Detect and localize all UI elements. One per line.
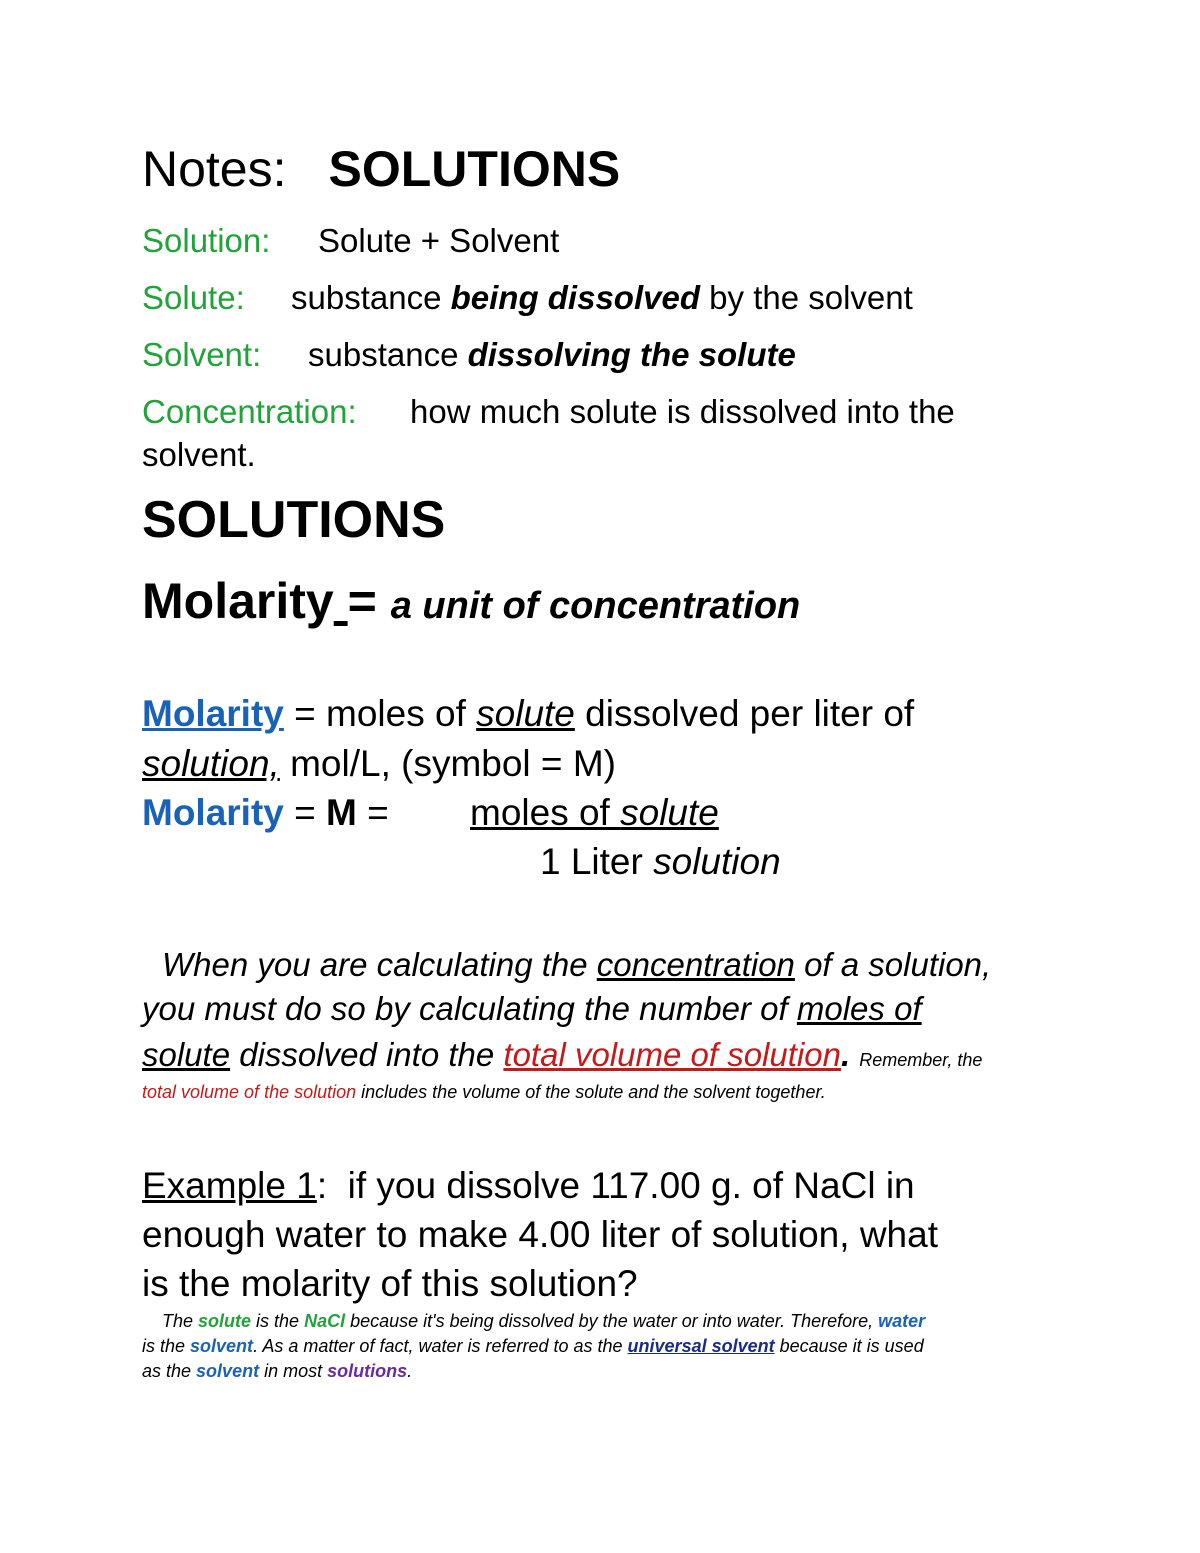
- paragraph-text: When you are calculating the: [162, 946, 597, 983]
- formula-denominator: [540, 841, 781, 883]
- molarity-solution: solution,: [142, 743, 280, 784]
- paragraph-text: of a solution,: [794, 946, 992, 983]
- note-text: is the: [251, 1311, 305, 1331]
- numerator-text: moles of: [470, 792, 621, 833]
- definition-text: by the solvent: [700, 279, 913, 316]
- heading-molarity-subtitle: a unit of concentration: [390, 585, 801, 627]
- note-text: because it is used: [774, 1336, 924, 1356]
- paragraph-line-3: [142, 1036, 982, 1074]
- paragraph-small-text: includes the volume of the solute and the solvent together.: [356, 1082, 826, 1102]
- note-keyword: universal solvent: [627, 1336, 775, 1356]
- note-line-2: [142, 1336, 924, 1357]
- definition-term: Solvent:: [142, 336, 262, 373]
- paragraph-highlight: total volume of solution: [503, 1036, 841, 1073]
- definition-text: substance: [291, 279, 451, 316]
- paragraph-underline: moles of: [796, 990, 922, 1027]
- note-keyword: solute: [198, 1311, 252, 1331]
- note-text: as the: [142, 1361, 197, 1381]
- section-heading-solutions: SOLUTIONS: [142, 491, 446, 549]
- title-topic: SOLUTIONS: [328, 141, 621, 197]
- definition-concentration-continued: solvent.: [142, 436, 256, 473]
- definition-text: how much solute is dissolved into the: [410, 393, 955, 430]
- example-line-2: enough water to make 4.00 liter of solution, what: [142, 1214, 938, 1255]
- paragraph-underline: solute: [142, 1036, 231, 1073]
- denominator-text: 1 Liter: [540, 841, 654, 882]
- note-text: is the: [142, 1336, 191, 1356]
- paragraph-text: .: [840, 1036, 860, 1073]
- paragraph-small-text: Remember, the: [859, 1050, 983, 1070]
- formula-equals: =: [283, 792, 327, 833]
- molarity-definition-line-1: [142, 693, 914, 735]
- molarity-definition-line-2: [142, 743, 616, 785]
- note-text: . As a matter of fact, water is referred to as the: [253, 1336, 628, 1356]
- heading-underscore: [334, 573, 348, 629]
- example-line-1: [142, 1165, 915, 1207]
- definition-solution: [142, 222, 559, 260]
- note-text: because it's being dissolved by the water or into water. Therefore,: [345, 1311, 879, 1331]
- molarity-text: = moles of: [283, 693, 477, 734]
- note-keyword: NaCl: [304, 1311, 346, 1331]
- paragraph-text: dissolved into the: [230, 1036, 504, 1073]
- formula-symbol: M: [326, 792, 357, 833]
- page-title: [142, 140, 620, 198]
- molarity-term: Molarity: [142, 693, 284, 734]
- example-label: Example 1: [142, 1165, 317, 1206]
- paragraph-text: you must do so by calculating the number of: [142, 990, 797, 1027]
- molarity-text: mol/L, (symbol = M): [279, 743, 616, 784]
- paragraph-line-1: [162, 946, 991, 984]
- definition-solute: [142, 279, 913, 317]
- formula-numerator: [470, 792, 719, 834]
- definition-solvent: [142, 336, 796, 374]
- formula-term: Molarity: [142, 792, 284, 833]
- numerator-solute: solute: [620, 792, 719, 833]
- note-line-1: [162, 1311, 925, 1332]
- example-line-3: is the molarity of this solution?: [142, 1263, 638, 1304]
- definition-term: Solution:: [142, 222, 271, 259]
- definition-term: Concentration:: [142, 393, 357, 430]
- molarity-text: dissolved per liter of: [574, 693, 915, 734]
- note-line-3: [142, 1361, 412, 1382]
- paragraph-line-4: [142, 1082, 826, 1103]
- note-text: The: [162, 1311, 199, 1331]
- paragraph-highlight: total volume of the solution: [142, 1082, 357, 1102]
- paragraph-underline: concentration: [596, 946, 795, 983]
- section-heading-molarity: [142, 572, 800, 630]
- definition-term: Solute:: [142, 279, 245, 316]
- note-keyword: solvent: [196, 1361, 260, 1381]
- title-label: Notes:: [142, 141, 287, 197]
- note-text: .: [407, 1361, 413, 1381]
- definition-text: substance: [308, 336, 468, 373]
- molarity-solute: solute: [476, 693, 575, 734]
- definition-emphasis: being dissolved: [450, 279, 700, 316]
- note-keyword: solutions: [327, 1361, 408, 1381]
- heading-molarity-term: Molarity: [142, 573, 334, 629]
- definition-text: Solute + Solvent: [318, 222, 560, 259]
- molarity-formula-left: [142, 792, 389, 834]
- paragraph-line-2: [142, 990, 922, 1028]
- note-text: in most: [259, 1361, 328, 1381]
- denominator-solution: solution: [653, 841, 781, 882]
- note-keyword: solvent: [190, 1336, 254, 1356]
- note-keyword: water: [878, 1311, 926, 1331]
- definition-concentration: [142, 393, 955, 431]
- heading-equals: =: [347, 573, 391, 629]
- example-text: : if you dissolve 117.00 g. of NaCl in: [316, 1165, 915, 1206]
- definition-emphasis: dissolving the solute: [467, 336, 796, 373]
- formula-equals: =: [356, 792, 389, 833]
